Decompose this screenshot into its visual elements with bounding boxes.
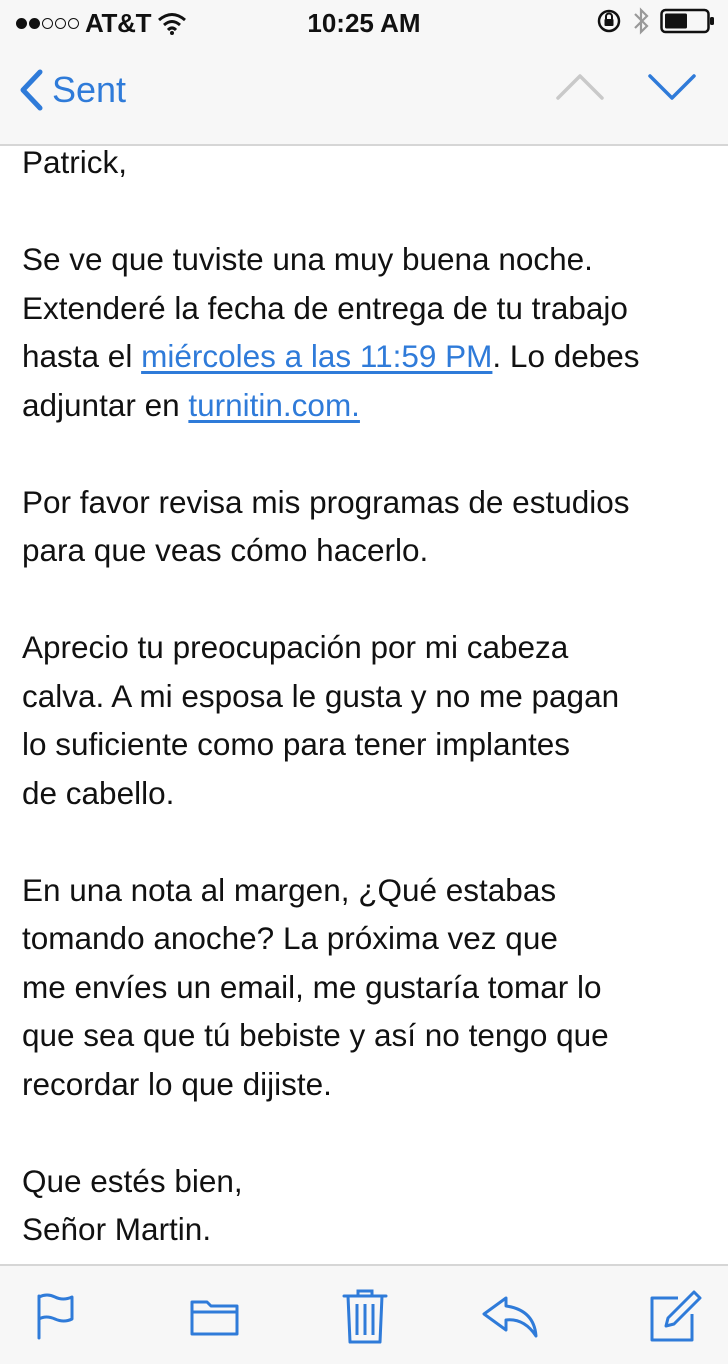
battery-icon [660, 8, 716, 34]
compose-button[interactable] [642, 1284, 706, 1348]
reply-button[interactable] [478, 1284, 542, 1348]
chevron-left-icon [18, 68, 44, 112]
email-body [22, 138, 712, 1254]
message-navigation [554, 72, 698, 102]
bottom-toolbar [0, 1264, 728, 1364]
signature-line: Señor Martin. [22, 1211, 212, 1247]
paragraph-line: Aprecio tu preocupación por mi cabeza [22, 629, 569, 665]
paragraph-line: Extenderé la fecha de entrega de tu trabajo [22, 289, 628, 326]
status-right [596, 6, 716, 36]
chevron-up-icon[interactable] [554, 72, 606, 102]
date-link[interactable]: miércoles a las 11:59 PM [141, 338, 493, 374]
flag-button[interactable] [24, 1284, 88, 1348]
orientation-lock-icon [596, 8, 622, 34]
paragraph-text: . Lo debes [492, 338, 640, 374]
paragraph-text: hasta el [22, 338, 142, 374]
paragraph-line: En una nota al margen, ¿Qué estabas [22, 871, 557, 908]
paragraph-line: me envíes un email, me gustaría tomar lo [22, 968, 602, 1005]
back-button-label: Sent [52, 69, 127, 110]
paragraph-line: tomando anoche? La próxima vez que [22, 920, 558, 956]
status-time: 10:25 AM [307, 8, 421, 38]
email-closing [22, 1157, 712, 1254]
email-greeting [22, 138, 712, 187]
reply-icon [480, 1294, 540, 1338]
chevron-down-icon[interactable] [646, 72, 698, 102]
email-paragraph-1 [22, 235, 712, 429]
back-button[interactable] [18, 68, 126, 112]
compose-icon [646, 1288, 702, 1344]
status-bar [0, 0, 728, 46]
closing-line: Que estés bien, [22, 1162, 243, 1199]
flag-icon [34, 1291, 78, 1341]
email-paragraph-4 [22, 866, 712, 1109]
nav-bar [0, 46, 728, 146]
delete-button[interactable] [333, 1284, 397, 1348]
paragraph-line: Se ve que tuviste una muy buena noche. [22, 241, 593, 277]
email-paragraph-3 [22, 623, 712, 817]
greeting-line: Patrick, [22, 144, 128, 180]
paragraph-line: que sea que tú bebiste y así no tengo que [22, 1017, 609, 1053]
paragraph-line: recordar lo que dijiste. [22, 1065, 332, 1102]
email-paragraph-2 [22, 478, 712, 575]
paragraph-text: adjuntar en [22, 386, 189, 423]
paragraph-line: Por favor revisa mis programas de estudios [22, 483, 630, 520]
paragraph-line: de cabello. [22, 774, 175, 811]
trash-icon [341, 1286, 389, 1346]
paragraph-line: para que veas cómo hacerlo. [22, 532, 429, 568]
paragraph-line [22, 332, 712, 381]
folder-icon [189, 1294, 241, 1338]
paragraph-line [22, 381, 712, 430]
turnitin-link[interactable]: turnitin.com. [188, 386, 360, 423]
move-to-folder-button[interactable] [183, 1284, 247, 1348]
carrier-label: AT&T [85, 8, 152, 38]
bluetooth-icon [632, 6, 650, 36]
paragraph-line: calva. A mi esposa le gusta y no me pagan [22, 677, 620, 714]
paragraph-line: lo suficiente como para tener implantes [22, 726, 571, 762]
